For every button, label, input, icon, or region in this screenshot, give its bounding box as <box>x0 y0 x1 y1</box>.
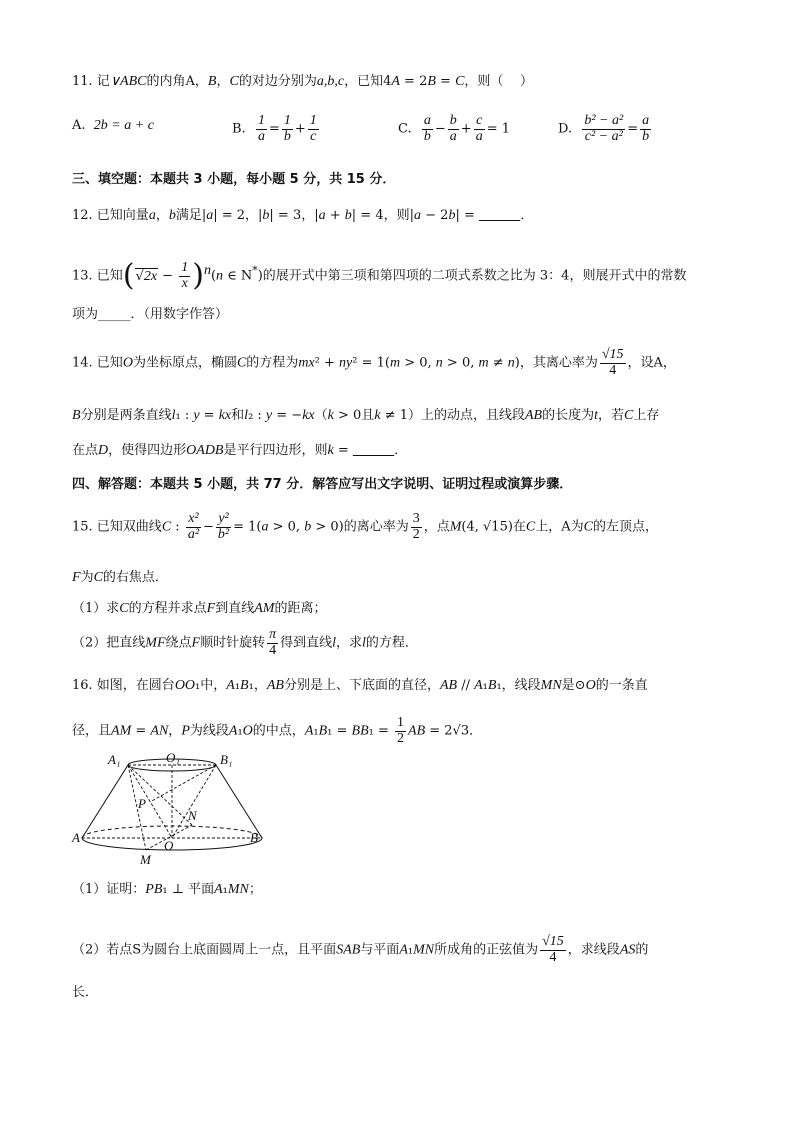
label-o: O <box>164 838 174 853</box>
q16-part2b: 长． <box>72 985 99 1000</box>
q14-line3: 在点D，使得四边形OADB是平行四边形，则k = ． <box>72 443 408 458</box>
label-m: M <box>140 852 151 867</box>
q14-line1: 14. 已知O为坐标原点，椭圆C的方程为mx² + ny² = 1(m > 0, n > 0, m ≠ n)，其离心率为 $\frac{√15}{4}$ ，设A， <box>72 347 676 378</box>
frustum-figure <box>70 750 270 870</box>
label-a: A <box>72 830 80 845</box>
q13-line2: 项为_____．（用数字作答） <box>72 307 229 322</box>
q11-stem: 11. 记∨ABC的内角A，B，C的对边分别为a,b,c，已知4A = 2B = C，则（ ） <box>72 74 533 89</box>
label-b: B <box>250 830 258 845</box>
q16-line2: 径，且AM = AN，P为线段A₁O的中点，A₁B₁ = BB₁ = $\frac{1}{2}$ AB = 2√3． <box>72 715 483 746</box>
q15-line1: 15. 已知双曲线C : $\frac{\text{x²}}{\text{a²}}$ − $\frac{\text{y²}}{\text{b²}}$ = 1(a > 0, b > 0)的离心率为 $\frac{3}{2}$ ，点M(4, √15)在C上，A为C的左顶点， <box>72 511 659 542</box>
label-n: N <box>188 808 197 823</box>
q15-part2: （2）把直线MF绕点F顺时针旋转 $\frac{\pi}{4}$ 得到直线l，求l的方程． <box>72 627 418 658</box>
q12: 12. 已知向量a，b满足|a| = 2，|b| = 3，|a + b| = 4，则|a − 2b| = ． <box>72 208 534 223</box>
label-a1: A₁ <box>108 752 121 767</box>
label-o1: O₁ <box>166 750 180 765</box>
q11-option-b: B. $\frac{1}{a}$ = $\frac{1}{b}$ + $\frac{1}{c}$ <box>232 113 317 144</box>
q14-line2: B分别是两条直线l₁ : y = kx和l₂ : y = −kx（k > 0且k ≠ 1）上的动点，且线段AB的长度为t，若C上存 <box>72 408 660 423</box>
label-p: P <box>138 796 146 811</box>
q15-line2: F为C的右焦点． <box>72 570 168 585</box>
q11-option-c: C. $\frac{a}{b}$ − $\frac{b}{a}$ + $\frac{c}{a}$ = 1 <box>398 113 510 144</box>
q11-option-d: D. $\frac{\text{b² − a²}}{\text{c² − a²}}$ = $\frac{a}{b}$ <box>558 113 650 144</box>
q11-option-a: A. 2b = a + c <box>72 118 154 133</box>
q16-part2: （2）若点S为圆台上底面圆周上一点，且平面SAB与平面A₁MN所成角的正弦值为 $\frac{√15}{4}$ ，求线段AS的 <box>72 934 649 965</box>
q13-line1: 13. 已知(√2x − $\frac{1}{x}$ )$^n$(n ∈ N*)的展开式中第三项和第四项的二项式系数之比为 3：4，则展开式中的常数 <box>72 258 687 293</box>
section-3-heading: 三、填空题：本题共 3 小题，每小题 5 分，共 15 分． <box>72 172 396 187</box>
q16-part1: （1）证明：PB₁ ⊥ 平面A₁MN； <box>72 882 262 897</box>
q15-part1: （1）求C的方程并求点F到直线AM的距离； <box>72 601 327 616</box>
section-4-heading: 四、解答题：本题共 5 小题，共 77 分．解答应写出文字说明、证明过程或演算步骤． <box>72 477 573 492</box>
label-b1: B₁ <box>220 752 233 767</box>
q16-line1: 16. 如图，在圆台OO₁中，A₁B₁，AB分别是上、下底面的直径，AB // A₁B₁，线段MN是⊙O的一条直 <box>72 678 648 693</box>
